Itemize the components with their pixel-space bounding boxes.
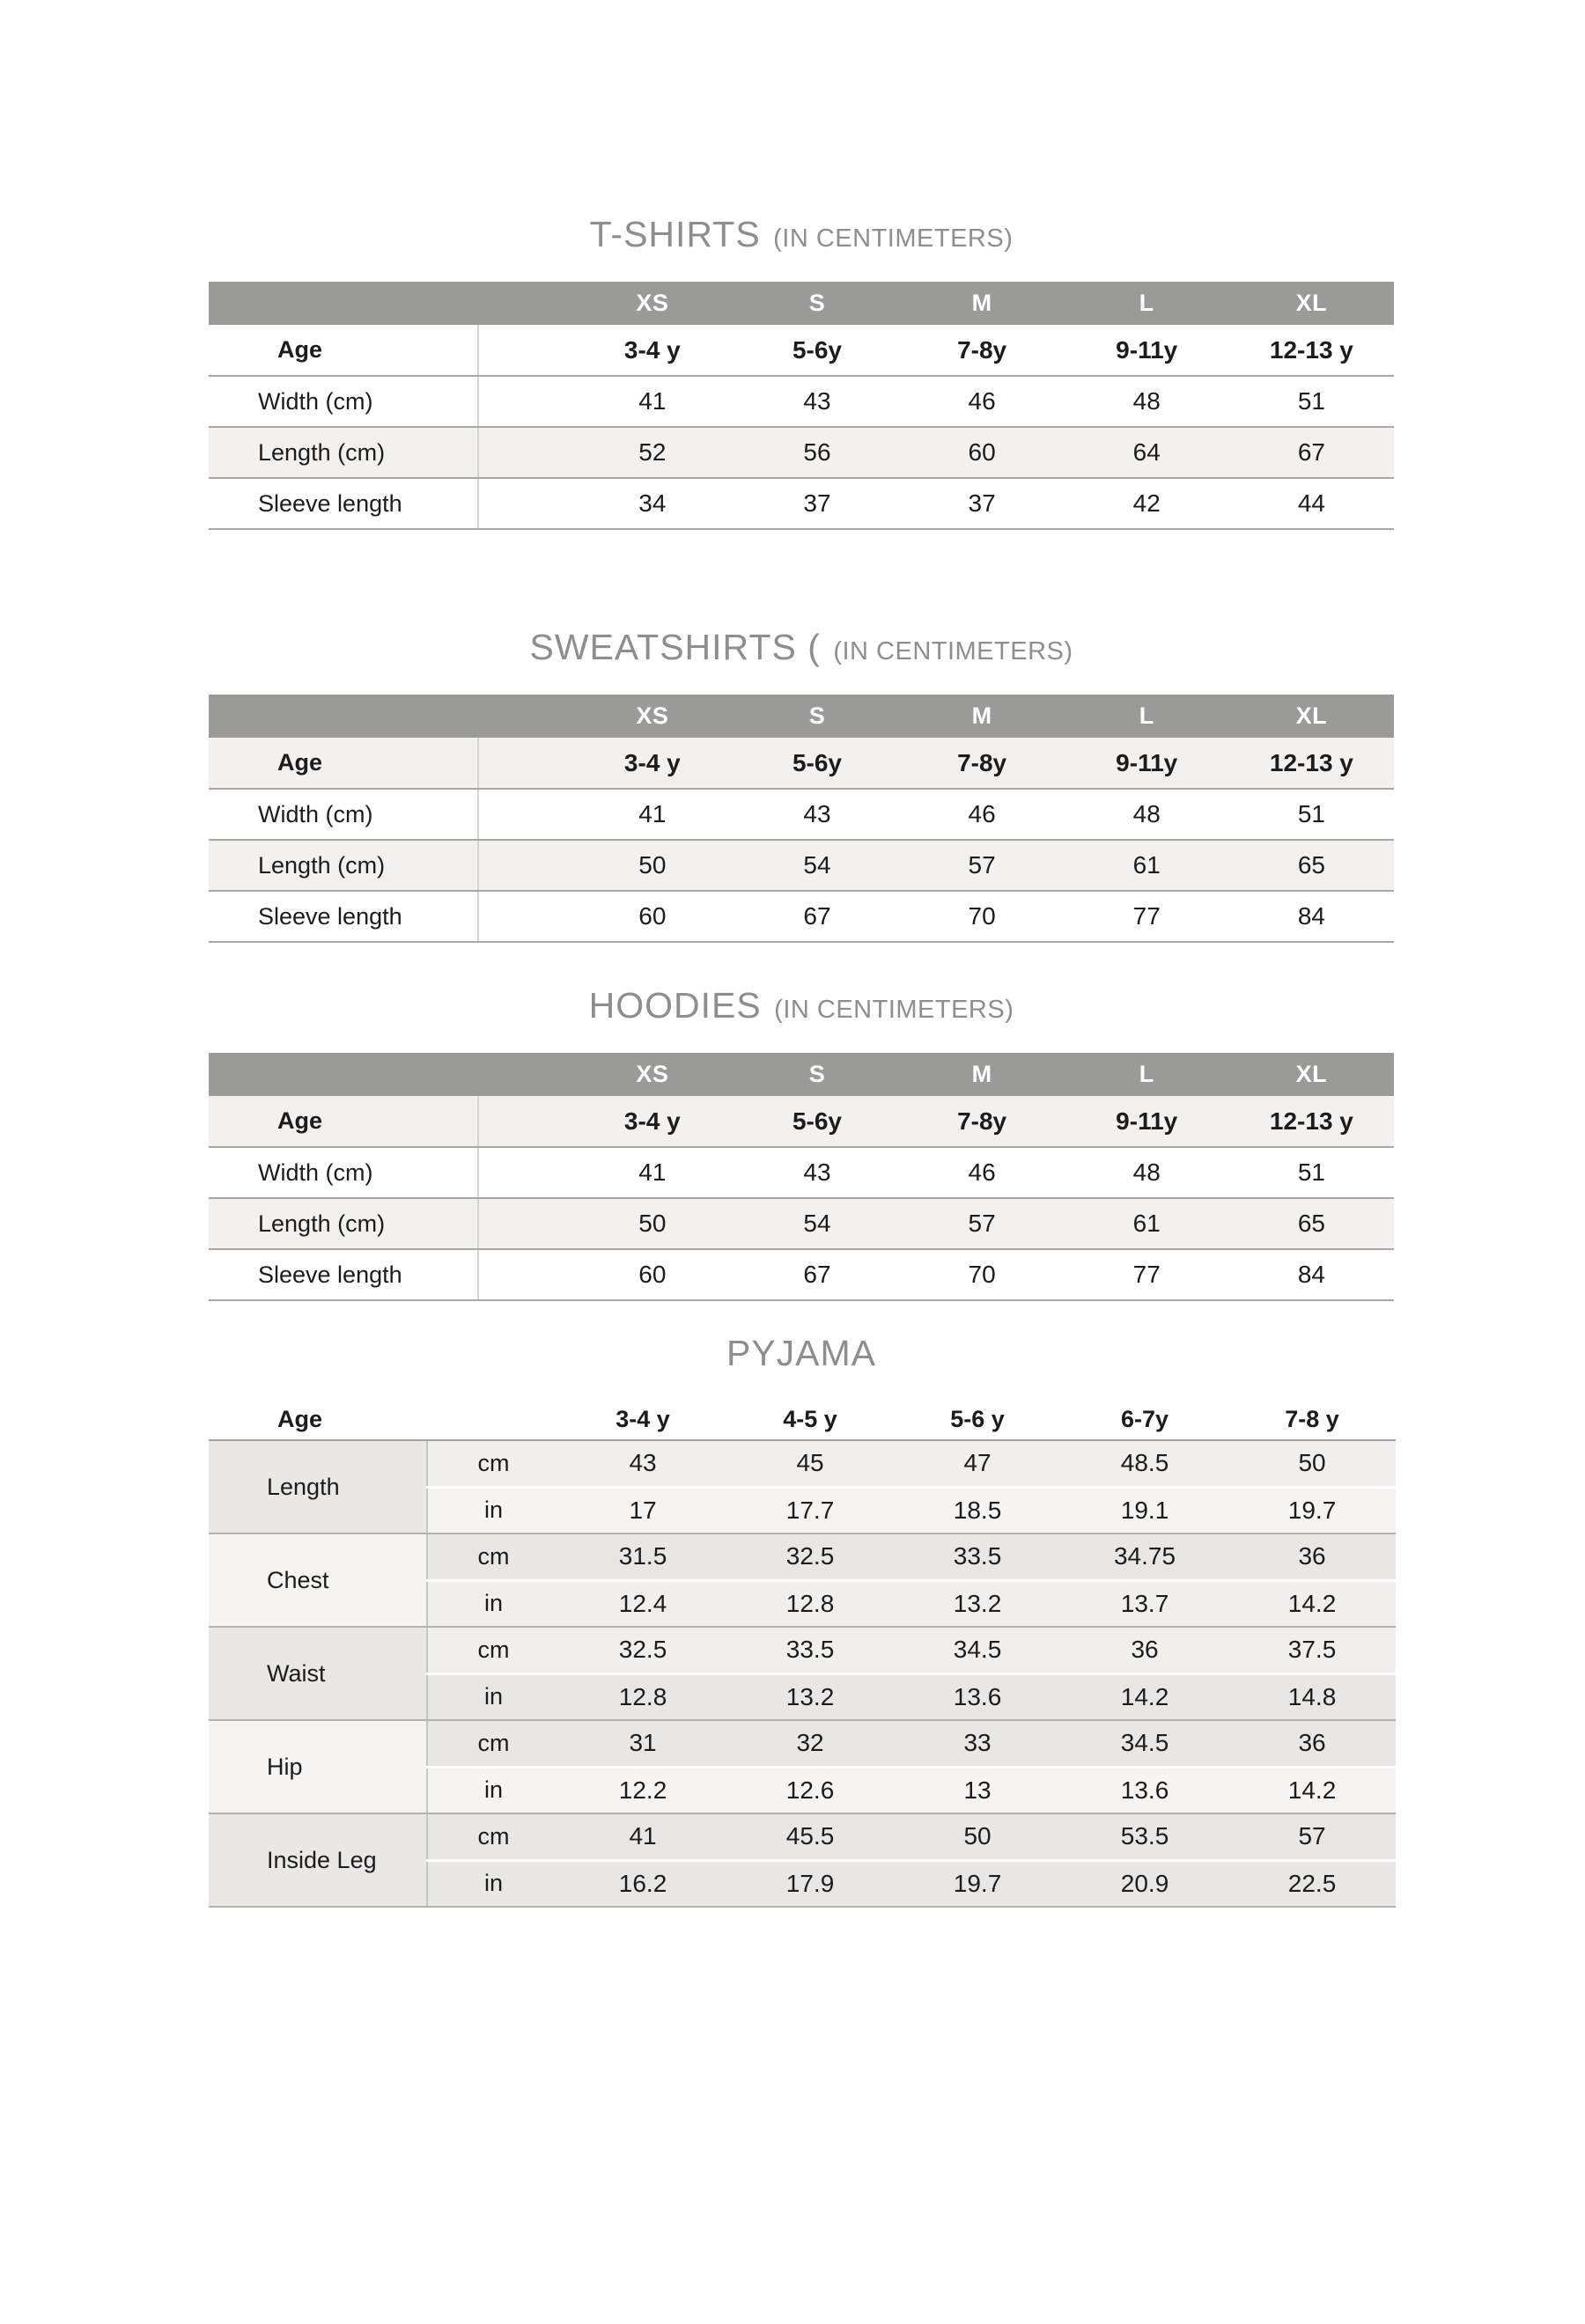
value-cell: 36	[1061, 1627, 1228, 1673]
value-cell: 37	[734, 478, 899, 529]
value-cell: 70	[900, 1249, 1065, 1300]
pyjama-measure-row	[209, 1627, 1396, 1673]
tshirts-title	[209, 211, 1394, 266]
row-label: Length (cm)	[209, 427, 478, 478]
unit-cell: cm	[427, 1533, 559, 1580]
value-cell: 13.2	[894, 1580, 1061, 1627]
value-cell: 34.75	[1061, 1533, 1228, 1580]
age-column-header: 7-8 y	[1228, 1400, 1396, 1440]
row-label: Age	[209, 1096, 478, 1147]
value-cell: 57	[900, 1198, 1065, 1249]
hoodies-title-text: HOODIES	[588, 985, 762, 1026]
spacer-cell	[478, 478, 570, 529]
value-cell: 67	[734, 1249, 899, 1300]
value-cell: 45	[726, 1440, 894, 1487]
value-cell: 65	[1229, 840, 1394, 891]
value-cell: 60	[570, 891, 734, 942]
value-cell: 32.5	[559, 1627, 726, 1673]
pyjama-age-header-row	[209, 1400, 1396, 1440]
size-column-header: XS	[570, 695, 734, 738]
table-row	[209, 738, 1394, 789]
value-cell: 13.7	[1061, 1580, 1228, 1627]
pyjama-title	[209, 1333, 1394, 1382]
pyjama-age-label: Age	[209, 1400, 559, 1440]
row-label: Age	[209, 325, 478, 376]
value-cell: 51	[1229, 1147, 1394, 1198]
size-column-header: L	[1065, 282, 1229, 325]
value-cell: 16.2	[559, 1860, 726, 1907]
row-label: Sleeve length	[209, 478, 478, 529]
pyjama-measure-row	[209, 1813, 1396, 1860]
value-cell: 34.5	[894, 1627, 1061, 1673]
table-row	[209, 325, 1394, 376]
value-cell: 50	[570, 840, 734, 891]
value-cell: 57	[1228, 1813, 1396, 1860]
value-cell: 48.5	[1061, 1440, 1228, 1487]
row-label: Age	[209, 738, 478, 789]
sweatshirts-title-text: SWEATSHIRTS (	[529, 627, 821, 667]
value-cell: 33.5	[894, 1533, 1061, 1580]
value-cell: 46	[900, 789, 1065, 840]
value-cell: 17.7	[726, 1487, 894, 1533]
value-cell: 61	[1065, 1198, 1229, 1249]
measure-group-label: Length	[209, 1440, 427, 1533]
value-cell: 34	[570, 478, 734, 529]
value-cell: 53.5	[1061, 1813, 1228, 1860]
size-column-header: XL	[1229, 695, 1394, 738]
size-column-header: S	[734, 695, 899, 738]
value-cell: 20.9	[1061, 1860, 1228, 1907]
sweatshirts-title	[209, 624, 1394, 679]
header-band-spacer	[209, 282, 570, 325]
table-row	[209, 1249, 1394, 1300]
value-cell: 61	[1065, 840, 1229, 891]
measure-group-label: Inside Leg	[209, 1813, 427, 1907]
measure-group-label: Chest	[209, 1533, 427, 1627]
value-cell: 51	[1229, 789, 1394, 840]
value-cell: 47	[894, 1440, 1061, 1487]
size-chart-page	[209, 211, 1394, 1908]
size-column-header: XL	[1229, 1053, 1394, 1096]
header-band-spacer	[209, 695, 570, 738]
value-cell: 32	[726, 1720, 894, 1767]
table-row	[209, 1147, 1394, 1198]
value-cell: 77	[1065, 1249, 1229, 1300]
section-tshirts	[209, 211, 1394, 530]
value-cell: 43	[734, 376, 899, 427]
value-cell: 19.7	[894, 1860, 1061, 1907]
value-cell: 56	[734, 427, 899, 478]
value-cell: 14.8	[1228, 1673, 1396, 1720]
sweatshirts-size-table	[209, 695, 1394, 943]
size-header-row	[209, 1053, 1394, 1096]
spacer-cell	[478, 1147, 570, 1198]
size-column-header: XS	[570, 282, 734, 325]
age-column-header: 3-4 y	[559, 1400, 726, 1440]
pyjama-title-text: PYJAMA	[726, 1333, 877, 1373]
value-cell: 48	[1065, 1147, 1229, 1198]
value-cell: 37	[900, 478, 1065, 529]
age-column-header: 4-5 y	[726, 1400, 894, 1440]
spacer-cell	[478, 1249, 570, 1300]
value-cell: 7-8y	[900, 1096, 1065, 1147]
row-label: Sleeve length	[209, 1249, 478, 1300]
pyjama-measure-row	[209, 1533, 1396, 1580]
row-label: Width (cm)	[209, 1147, 478, 1198]
value-cell: 43	[734, 789, 899, 840]
size-column-header: XS	[570, 1053, 734, 1096]
value-cell: 60	[570, 1249, 734, 1300]
value-cell: 31.5	[559, 1533, 726, 1580]
row-label: Length (cm)	[209, 840, 478, 891]
value-cell: 46	[900, 1147, 1065, 1198]
tshirts-size-table	[209, 282, 1394, 530]
value-cell: 5-6y	[734, 1096, 899, 1147]
size-column-header: S	[734, 282, 899, 325]
value-cell: 34.5	[1061, 1720, 1228, 1767]
measure-group-label: Hip	[209, 1720, 427, 1813]
value-cell: 9-11y	[1065, 738, 1229, 789]
unit-cell: cm	[427, 1440, 559, 1487]
value-cell: 7-8y	[900, 325, 1065, 376]
value-cell: 48	[1065, 789, 1229, 840]
value-cell: 17.9	[726, 1860, 894, 1907]
spacer-cell	[478, 325, 570, 376]
size-column-header: M	[900, 1053, 1065, 1096]
table-row	[209, 789, 1394, 840]
unit-cell: cm	[427, 1813, 559, 1860]
value-cell: 51	[1229, 376, 1394, 427]
value-cell: 22.5	[1228, 1860, 1396, 1907]
size-column-header: M	[900, 695, 1065, 738]
spacer-cell	[478, 1096, 570, 1147]
value-cell: 54	[734, 840, 899, 891]
section-sweatshirts	[209, 624, 1394, 943]
value-cell: 70	[900, 891, 1065, 942]
value-cell: 77	[1065, 891, 1229, 942]
table-row	[209, 478, 1394, 529]
row-label: Width (cm)	[209, 376, 478, 427]
value-cell: 7-8y	[900, 738, 1065, 789]
size-header-row	[209, 282, 1394, 325]
hoodies-size-table	[209, 1053, 1394, 1301]
value-cell: 84	[1229, 891, 1394, 942]
spacer-cell	[478, 891, 570, 942]
value-cell: 31	[559, 1720, 726, 1767]
value-cell: 13	[894, 1767, 1061, 1813]
value-cell: 14.2	[1228, 1767, 1396, 1813]
value-cell: 44	[1229, 478, 1394, 529]
value-cell: 19.1	[1061, 1487, 1228, 1533]
value-cell: 41	[559, 1813, 726, 1860]
spacer-cell	[478, 840, 570, 891]
value-cell: 36	[1228, 1533, 1396, 1580]
tshirts-title-text: T-SHIRTS	[589, 214, 761, 254]
age-column-header: 6-7y	[1061, 1400, 1228, 1440]
size-column-header: L	[1065, 695, 1229, 738]
value-cell: 12.8	[559, 1673, 726, 1720]
table-row	[209, 1198, 1394, 1249]
measure-group-label: Waist	[209, 1627, 427, 1720]
value-cell: 60	[900, 427, 1065, 478]
value-cell: 18.5	[894, 1487, 1061, 1533]
value-cell: 50	[894, 1813, 1061, 1860]
value-cell: 84	[1229, 1249, 1394, 1300]
size-column-header: S	[734, 1053, 899, 1096]
spacer-cell	[478, 1198, 570, 1249]
value-cell: 32.5	[726, 1533, 894, 1580]
spacer-cell	[478, 738, 570, 789]
unit-cell: in	[427, 1860, 559, 1907]
value-cell: 17	[559, 1487, 726, 1533]
value-cell: 14.2	[1061, 1673, 1228, 1720]
value-cell: 36	[1228, 1720, 1396, 1767]
value-cell: 33	[894, 1720, 1061, 1767]
header-band-spacer	[209, 1053, 570, 1096]
value-cell: 13.6	[894, 1673, 1061, 1720]
value-cell: 13.6	[1061, 1767, 1228, 1813]
pyjama-measure-row	[209, 1440, 1396, 1487]
row-label: Width (cm)	[209, 789, 478, 840]
value-cell: 57	[900, 840, 1065, 891]
unit-cell: cm	[427, 1627, 559, 1673]
value-cell: 9-11y	[1065, 325, 1229, 376]
size-header-row	[209, 695, 1394, 738]
sweatshirts-title-units: (IN CENTIMETERS)	[833, 637, 1073, 666]
table-row	[209, 427, 1394, 478]
value-cell: 45.5	[726, 1813, 894, 1860]
value-cell: 43	[559, 1440, 726, 1487]
value-cell: 14.2	[1228, 1580, 1396, 1627]
section-pyjama	[209, 1333, 1394, 1908]
row-label: Sleeve length	[209, 891, 478, 942]
spacer-cell	[478, 427, 570, 478]
value-cell: 13.2	[726, 1673, 894, 1720]
value-cell: 67	[734, 891, 899, 942]
value-cell: 50	[570, 1198, 734, 1249]
value-cell: 48	[1065, 376, 1229, 427]
tshirts-title-units: (IN CENTIMETERS)	[773, 224, 1014, 253]
pyjama-measure-row	[209, 1720, 1396, 1767]
value-cell: 64	[1065, 427, 1229, 478]
value-cell: 3-4 y	[570, 738, 734, 789]
value-cell: 67	[1229, 427, 1394, 478]
value-cell: 52	[570, 427, 734, 478]
pyjama-size-table	[209, 1400, 1396, 1908]
unit-cell: in	[427, 1580, 559, 1627]
size-column-header: M	[900, 282, 1065, 325]
value-cell: 12-13 y	[1229, 1096, 1394, 1147]
unit-cell: in	[427, 1673, 559, 1720]
table-row	[209, 1096, 1394, 1147]
value-cell: 65	[1229, 1198, 1394, 1249]
value-cell: 37.5	[1228, 1627, 1396, 1673]
value-cell: 41	[570, 1147, 734, 1198]
table-row	[209, 840, 1394, 891]
value-cell: 12.2	[559, 1767, 726, 1813]
value-cell: 12-13 y	[1229, 325, 1394, 376]
table-row	[209, 891, 1394, 942]
spacer-cell	[478, 376, 570, 427]
table-row	[209, 376, 1394, 427]
size-column-header: L	[1065, 1053, 1229, 1096]
value-cell: 5-6y	[734, 325, 899, 376]
row-label: Length (cm)	[209, 1198, 478, 1249]
value-cell: 33.5	[726, 1627, 894, 1673]
value-cell: 43	[734, 1147, 899, 1198]
value-cell: 46	[900, 376, 1065, 427]
value-cell: 54	[734, 1198, 899, 1249]
hoodies-title-units: (IN CENTIMETERS)	[774, 996, 1014, 1024]
value-cell: 3-4 y	[570, 325, 734, 376]
value-cell: 12.6	[726, 1767, 894, 1813]
section-hoodies	[209, 982, 1394, 1301]
value-cell: 12-13 y	[1229, 738, 1394, 789]
unit-cell: in	[427, 1767, 559, 1813]
value-cell: 5-6y	[734, 738, 899, 789]
value-cell: 41	[570, 789, 734, 840]
value-cell: 9-11y	[1065, 1096, 1229, 1147]
value-cell: 3-4 y	[570, 1096, 734, 1147]
value-cell: 12.4	[559, 1580, 726, 1627]
hoodies-title	[209, 982, 1394, 1037]
spacer-cell	[478, 789, 570, 840]
age-column-header: 5-6 y	[894, 1400, 1061, 1440]
unit-cell: cm	[427, 1720, 559, 1767]
unit-cell: in	[427, 1487, 559, 1533]
value-cell: 12.8	[726, 1580, 894, 1627]
value-cell: 42	[1065, 478, 1229, 529]
value-cell: 41	[570, 376, 734, 427]
value-cell: 19.7	[1228, 1487, 1396, 1533]
value-cell: 50	[1228, 1440, 1396, 1487]
size-column-header: XL	[1229, 282, 1394, 325]
